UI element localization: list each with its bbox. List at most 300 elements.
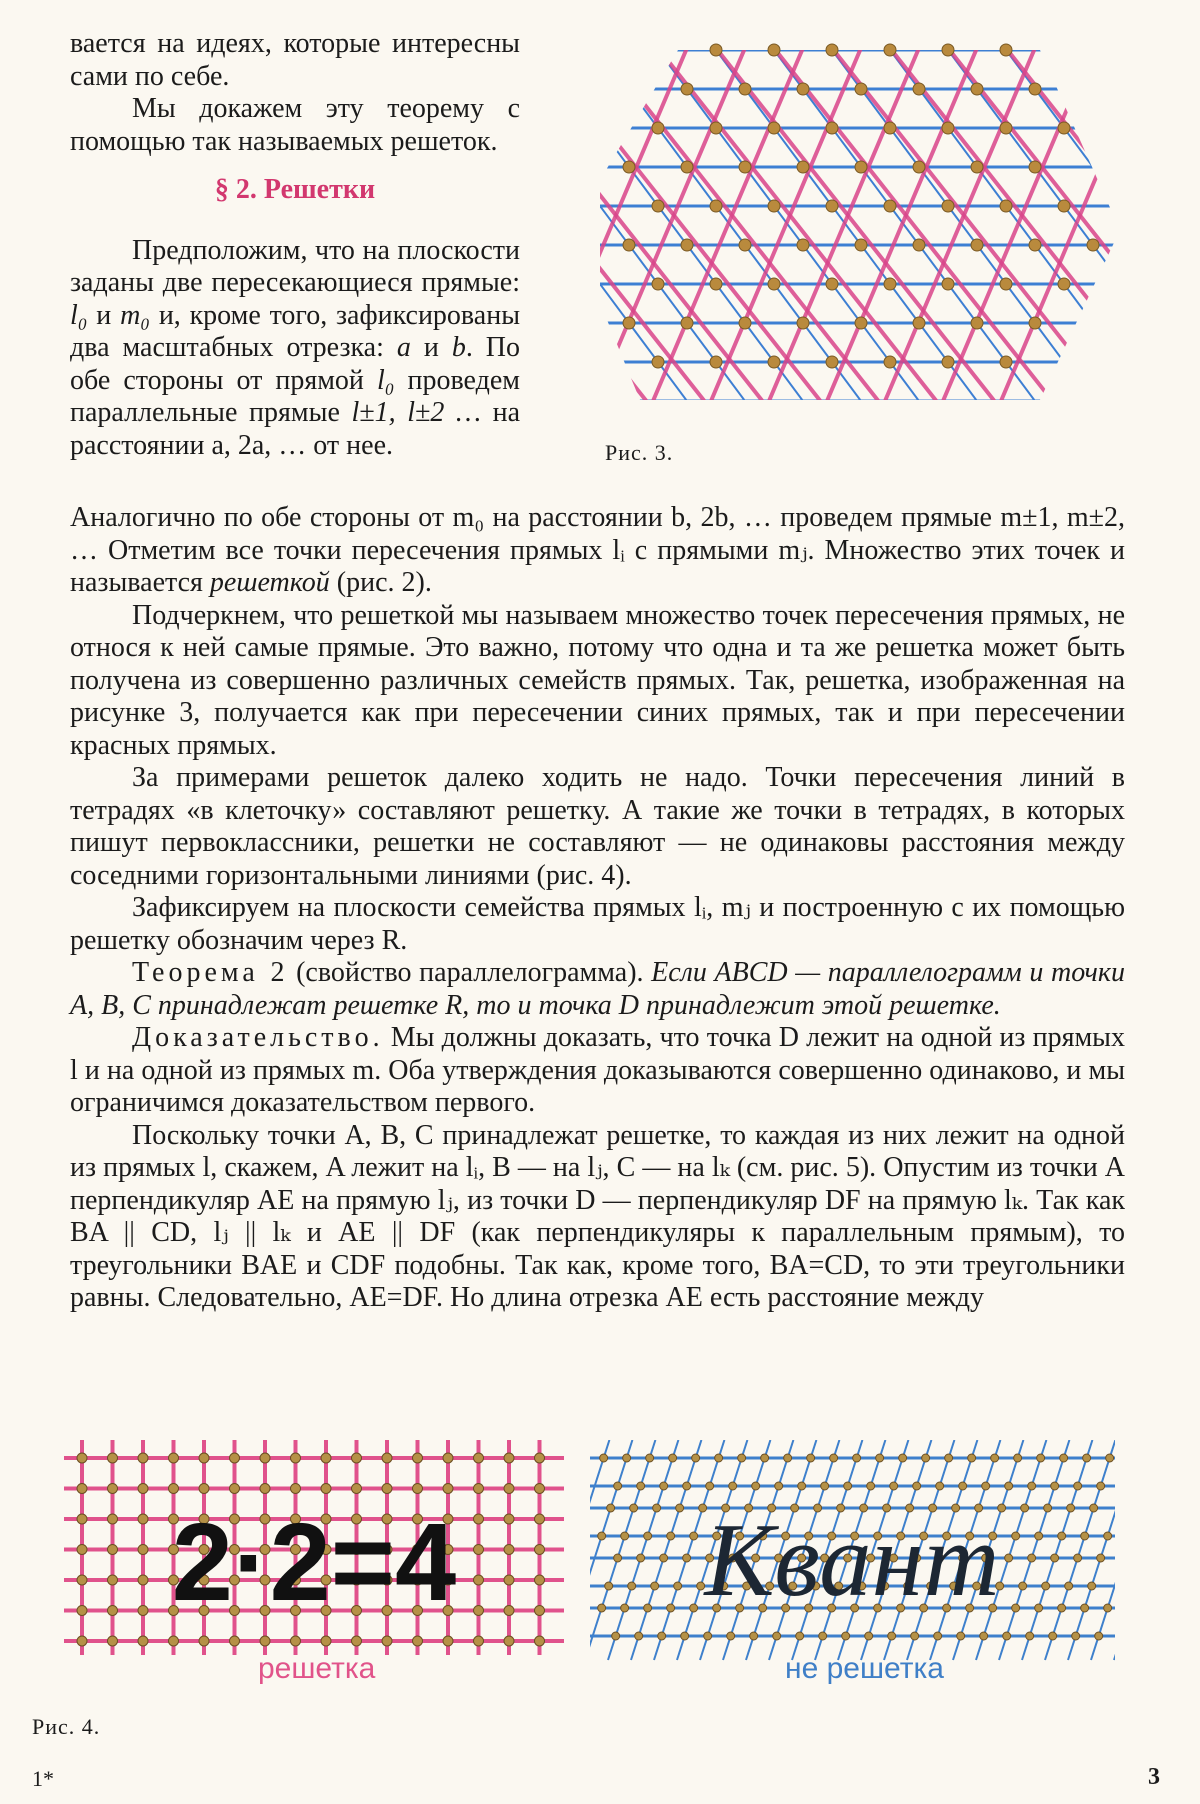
fig4-left-dot [504,1606,514,1616]
fig4-left-dot [291,1636,301,1646]
fig3-red-line [600,48,704,401]
fig4-left-dot [504,1545,514,1555]
proof [70,1022,1125,1120]
fig4-right-dot [614,1554,622,1562]
fig3-dot [652,278,664,290]
fig4-right-dot [888,1632,896,1640]
fig4-right-dot [1003,1632,1011,1640]
fig4-right-text: Квант [704,1501,1000,1618]
fig4-right-dot [681,1632,689,1640]
fig3-red-line [948,48,1120,401]
fig3-red-line [1117,48,1120,401]
fig3-dot [710,122,722,134]
fig3-dot [710,356,722,368]
fig3-dot [1029,83,1041,95]
fig4-left-dot [138,1636,148,1646]
paragraph-4 [70,502,1125,600]
fig4-left-dot [474,1514,484,1524]
fig3-dot [652,122,664,134]
fig3-dot [913,317,925,329]
fig4-right-dot [945,1454,953,1462]
symbol-b: b [451,332,466,363]
term-lattice: решеткой [209,567,330,598]
fig3-dot [826,122,838,134]
fig4-right-dot [844,1482,852,1490]
fig4-left-dot [108,1575,118,1585]
fig4-left-dot [474,1545,484,1555]
fig4-right-dot [1090,1504,1098,1512]
fig4-right-dot [1088,1582,1096,1590]
theorem-2 [70,957,1125,1022]
fig3-dot [971,317,983,329]
paragraph-9: Поскольку точки A, B, C принадлежат решетке, то каждая из них лежит на одной из прямых l, скажем, A лежит на lᵢ, B — на lⱼ, C — на lₖ (см. рис. 5). Опустим из точки A перпендикуляр AE на прямую lⱼ, из точки D — перпендикуляр DF на прямую lₖ. Так как BA || CD, lⱼ || lₖ и AE || DF (как перпендикуляры к параллельным прямым), то треугольники BAE и CDF подобны. Так как, кроме того, BA=CD, то эти треугольники равны. Следовательно, AE=DF. Но длина отрезка AE есть расстояние между [70,1119,1125,1313]
fig4-right-dot [630,1504,638,1512]
fig4-right-dot [658,1632,666,1640]
fig4-right-dot [605,1582,613,1590]
fig4-left-dot [352,1484,362,1494]
fig4-right-dot [612,1632,620,1640]
fig3-dot [652,356,664,368]
signature-mark: 1* [32,1766,54,1791]
fig4-right-dot [1104,1532,1112,1540]
fig4-left-dot [382,1636,392,1646]
symbol-l0-2: l₀ [376,364,395,396]
fig3-dot [884,278,896,290]
fig4-left-dot [138,1575,148,1585]
fig4-right-dot [1097,1482,1105,1490]
fig4-left-dot [77,1484,87,1494]
fig4-left-dot [443,1453,453,1463]
paragraph-1: вается на идеях, которые интересны сами по себе. [70,28,520,92]
fig4-right-dot [644,1532,652,1540]
fig4-right-dot [674,1582,682,1590]
fig4-left-dot [77,1636,87,1646]
fig4-right-dot [607,1504,615,1512]
fig4-right-dot [614,1482,622,1490]
section-heading: § 2. Решетки [214,174,376,205]
fig3-dot [739,317,751,329]
fig4-right-slant [631,1440,701,1660]
fig4-left-dot [108,1606,118,1616]
fig3-dot [768,122,780,134]
fig4-left-dot [108,1545,118,1555]
fig4-right-dot [1005,1482,1013,1490]
fig4-right-dot [738,1454,746,1462]
fig4-left-dot [138,1606,148,1616]
fig4-right-dot [651,1582,659,1590]
fig4-right-dot [1095,1632,1103,1640]
p3-start: Предположим, что на плоскости заданы две пересекающиеся прямые: [70,234,520,298]
fig3-dot [681,317,693,329]
fig3-dot [942,356,954,368]
fig4-left-dot [291,1484,301,1494]
fig4-left-dot [321,1453,331,1463]
fig4-right-dot [1012,1532,1020,1540]
fig4-right-slant [590,1440,609,1660]
fig4-right-dot [1019,1582,1027,1590]
fig4-right-dot [798,1482,806,1490]
symbol-m0: m₀ [120,299,151,331]
fig4-left-dot [382,1453,392,1463]
fig3-dot [913,161,925,173]
fig3-dot [884,44,896,56]
fig4-left-dot [535,1453,545,1463]
fig4-right-dot [1037,1454,1045,1462]
fig3-dot [942,44,954,56]
fig3-dot [797,239,809,251]
fig4-left-dot [413,1636,423,1646]
fig4-right-dot [784,1454,792,1462]
fig4-left-dot [77,1453,87,1463]
fig3-dot [768,44,780,56]
fig3-dot [1058,278,1070,290]
fig4-right-slant [1068,1440,1115,1660]
fig3-dot [1029,317,1041,329]
fig4-right-dot [1060,1454,1068,1462]
fig4-right-dot [1051,1554,1059,1562]
fig4-right-dot [621,1532,629,1540]
fig4-left-dot [321,1636,331,1646]
fig4-right-dot [683,1554,691,1562]
fig4-right-dot [761,1454,769,1462]
fig4-right-dot [980,1632,988,1640]
fig3-dot [768,278,780,290]
fig3-dot [681,161,693,173]
fig3-blue-slant [658,50,919,401]
p3-end: на расстоянии a, 2a, … от нее. [70,397,520,461]
fig4-right-dot [1014,1454,1022,1462]
fig4-right-dot [853,1454,861,1462]
proof-text: Мы должны доказать, что точка D лежит на одной из прямых l и на одной из прямых m. Оба утверждения доказываются совершенно одинаково, и мы ограничимся доказательством первого. [70,1022,1125,1118]
fig4-right-dot [690,1604,698,1612]
fig4-right-dot [890,1482,898,1490]
fig4-right-dot [683,1482,691,1490]
fig3-dot [797,83,809,95]
fig3-blue-lines [600,50,1120,401]
fig3-dot [884,122,896,134]
fig3-dot [1029,161,1041,173]
fig4-right-dot [1021,1504,1029,1512]
fig4-right-dot [1035,1532,1043,1540]
fig4-left-dot [138,1514,148,1524]
fig4-right-dot [715,1454,723,1462]
fig3-dot [826,200,838,212]
fig4-right-dot [957,1632,965,1640]
symbol-l0: l₀ [70,299,88,331]
fig4-right-dot [1106,1454,1114,1462]
paragraph-2: Мы докажем эту теорему с помощью так называемых решеток. [70,93,520,157]
fig3-dot [913,83,925,95]
body-text [70,502,1125,1315]
fig4-right-dot [727,1632,735,1640]
fig4-right-dot [1104,1604,1112,1612]
fig3-dot [1029,239,1041,251]
fig4-right-dot [991,1454,999,1462]
fig4-right-dot [690,1532,698,1540]
fig3-blue-slant [774,50,1035,401]
fig3-dot [942,122,954,134]
p3-mid2: . По обе стороны от прямой [70,332,521,396]
page-number: 3 [1148,1764,1160,1790]
fig4-left-dot [260,1484,270,1494]
fig4-right-dot [692,1454,700,1462]
fig4-left-dot [535,1575,545,1585]
fig4-right-dot [968,1454,976,1462]
figure-3-lattice [600,30,1120,420]
fig4-right-dot [899,1454,907,1462]
fig4-right-dot [1067,1504,1075,1512]
fig4-left-dot [535,1606,545,1616]
paragraph-3: Предположим, что на плоскости заданы две пересекающиеся прямые: l₀ и m₀ и, кроме того, зафиксированы два масштабных отрезка: a и b. По обе стороны от прямой l₀ проведем параллельные прямые l±1, l±2 … на расстоянии a, 2a, … от нее. [70,234,521,461]
fig4-right-dot [775,1482,783,1490]
fig3-red-lines [600,48,1120,401]
fig3-dot [971,161,983,173]
fig3-red-line [943,48,1093,401]
fig4-left-dot [504,1514,514,1524]
fig3-dot [1058,200,1070,212]
fig4-left-dot [291,1453,301,1463]
figure-4-not-lattice [590,1440,1115,1665]
paragraph-6: За примерами решеток далеко ходить не надо. Точки пересечения линий в тетрадях «в клеточку» составляют решетку. А такие же точки в тетрадях, в которых пишут первоклассники, решетки не составляют — не одинаковы расстояния между соседними горизонтальными линиями (рис. 4). [70,762,1125,891]
fig3-dot [855,239,867,251]
fig4-left-text: 2·2=4 [171,1501,457,1624]
fig4-right-dot [669,1454,677,1462]
fig4-left-dot [535,1545,545,1555]
fig4-left-dot [169,1453,179,1463]
fig4-right-dot [635,1632,643,1640]
fig4-left-dot [169,1484,179,1494]
fig4-right-dot [913,1482,921,1490]
fig4-left-dot [108,1484,118,1494]
fig3-dot [1087,239,1099,251]
fig3-dot [681,239,693,251]
fig3-dot [942,278,954,290]
fig3-dot [739,161,751,173]
fig4-left-dot [413,1453,423,1463]
fig4-right-dot [660,1482,668,1490]
fig4-left-dot [443,1636,453,1646]
figure-4-caption: Рис. 4. [32,1714,101,1739]
fig3-dot [652,200,664,212]
p4-text: Аналогично по обе стороны от m₀ на расстоянии b, 2b, … проведем прямые m±1, m±2, … Отметим все точки пересечения прямых lᵢ с прямыми mⱼ. Множество этих точек и называется [70,502,1125,598]
fig4-right-dot [644,1604,652,1612]
fig4-left-dot [77,1545,87,1555]
word-and: и [96,299,112,331]
fig4-right-dot [1074,1554,1082,1562]
fig4-left-dot [474,1575,484,1585]
fig4-right-slant [1022,1440,1092,1660]
fig3-dot [942,200,954,212]
paragraph-5: Подчеркнем, что решеткой мы называем множество точек пересечения прямых, не относя к ней самые прямые. Это важно, потому что одна и та же решетка может быть получена из совершенно различных семейств прямых. Так, решетка, изображенная на рисунке 3, получается как при пересечении синих прямых, так и при пересечении красных прямых. [70,599,1125,761]
fig4-right-dot [922,1454,930,1462]
fig4-right-dot [959,1482,967,1490]
fig4-right-dot [1012,1604,1020,1612]
fig4-left-dot [138,1453,148,1463]
fig3-blue-slant [600,50,861,401]
fig4-right-dot [1058,1532,1066,1540]
fig3-dot [710,44,722,56]
fig4-right-dot [842,1632,850,1640]
fig4-right-dot [623,1454,631,1462]
theorem-title: (свойство параллелограмма). [296,957,644,988]
fig3-dot [884,356,896,368]
fig3-dot [681,83,693,95]
fig3-dot [826,278,838,290]
fig3-dot [710,278,722,290]
fig4-right-dot [867,1482,875,1490]
fig3-dot [826,44,838,56]
fig4-right-dot [1035,1604,1043,1612]
fig3-dot [826,356,838,368]
fig4-left-dot [504,1636,514,1646]
fig4-right-dot [1042,1582,1050,1590]
fig3-dot [623,161,635,173]
fig4-right-dot [821,1482,829,1490]
fig4-right-slant [1045,1440,1115,1660]
fig4-left-dot [108,1514,118,1524]
fig4-right-dot [876,1454,884,1462]
fig4-right-dot [1097,1554,1105,1562]
fig4-right-dot [982,1482,990,1490]
fig4-right-dot [936,1482,944,1490]
fig4-right-dot [598,1604,606,1612]
fig3-dot [1000,278,1012,290]
fig4-left-dot [230,1453,240,1463]
fig4-right-dot [750,1632,758,1640]
fig4-right-dot [807,1454,815,1462]
fig3-dot [739,83,751,95]
symbol-a: a [396,332,411,363]
fig4-left-dot [199,1453,209,1463]
fig4-left-dot [413,1484,423,1494]
fig4-right-dot [1028,1554,1036,1562]
fig4-left-dot [474,1606,484,1616]
fig4-left-dot [504,1484,514,1494]
fig4-right-dot [1049,1632,1057,1640]
proof-label: Доказательство. [132,1022,384,1053]
label-not-lattice: не решетка [785,1652,944,1685]
fig4-left-dot [108,1636,118,1646]
fig3-dot [739,239,751,251]
fig4-left-dot [77,1606,87,1616]
fig4-left-dot [199,1636,209,1646]
fig4-right-dot [1081,1532,1089,1540]
fig4-right-dot [830,1454,838,1462]
fig4-left-dot [169,1636,179,1646]
fig4-right-dot [704,1632,712,1640]
fig4-right-dot [1074,1482,1082,1490]
fig4-right-dot [706,1482,714,1490]
fig3-dot [1000,200,1012,212]
figure-4-lattice [64,1440,564,1660]
fig4-right-dot [637,1482,645,1490]
fig3-dot [768,200,780,212]
fig3-dot [855,161,867,173]
fig3-red-line [1064,48,1120,401]
fig4-right-slant [1114,1440,1115,1660]
theorem-text: Если ABCD — параллелограмм и точки A, B, C принадлежат решетке R, то и точка D принадлежит этой решетке. [70,957,1125,1021]
fig4-left-dot [535,1514,545,1524]
p3-mid3: проведем параллельные прямые [70,364,520,428]
fig4-right-dot [1081,1604,1089,1612]
fig3-dot [971,83,983,95]
fig3-dot [971,239,983,251]
fig4-right-dot [628,1582,636,1590]
fig4-left-dot [535,1636,545,1646]
fig3-red-line [832,48,1110,401]
fig4-left-dot [382,1484,392,1494]
fig3-dot [913,239,925,251]
fig3-dot [855,317,867,329]
fig4-right-dot [865,1632,873,1640]
fig4-left-dot [535,1484,545,1494]
fig4-right-slant [608,1440,678,1660]
paragraph-7: Зафиксируем на плоскости семейства прямых lᵢ, mⱼ и построенную с их помощью решетку обозначим через R. [70,892,1125,956]
fig3-dot [855,83,867,95]
fig4-right-dot [773,1632,781,1640]
fig4-right-dot [598,1532,606,1540]
fig4-left-dot [474,1636,484,1646]
fig4-left-dot [230,1484,240,1494]
fig4-left-dot [199,1484,209,1494]
fig4-left-dot [77,1514,87,1524]
fig4-right-dot [819,1632,827,1640]
label-lattice: решетка [258,1652,376,1685]
fig3-dot [797,317,809,329]
fig3-dot [623,317,635,329]
fig4-right-dot [1028,1482,1036,1490]
fig4-right-dot [1005,1554,1013,1562]
fig3-dot [1058,122,1070,134]
p4-end: (рис. 2). [336,567,432,598]
fig3-dot [1000,122,1012,134]
fig4-left-dot [504,1575,514,1585]
fig4-right-dot [1026,1632,1034,1640]
fig4-left-dot [474,1453,484,1463]
fig3-dot [623,239,635,251]
fig4-left-dot [260,1453,270,1463]
fig4-left-dot [138,1484,148,1494]
symbol-l-pm: l±1, l±2 … [351,397,481,428]
fig4-right-dot [752,1482,760,1490]
fig4-right-dot [621,1604,629,1612]
fig4-right-dot [1051,1482,1059,1490]
fig4-right-dot [934,1632,942,1640]
fig3-dot [1000,356,1012,368]
fig4-right-dot [667,1604,675,1612]
fig3-blue-slant [832,50,1093,401]
fig4-left-dot [443,1484,453,1494]
fig4-left-dot [230,1636,240,1646]
p3-mid: и, кроме того, зафиксированы два масштабных отрезка: [70,299,521,363]
fig4-right-dot [697,1582,705,1590]
fig3-dot [710,200,722,212]
fig4-left-dot [352,1453,362,1463]
fig3-dot [884,200,896,212]
fig4-right-dot [667,1532,675,1540]
fig3-dot [768,356,780,368]
fig4-right-dot [637,1554,645,1562]
top-left-column [70,28,520,462]
fig4-right-dot [796,1632,804,1640]
fig4-right-dot [1072,1632,1080,1640]
fig3-blue-slant [716,50,977,401]
figure-3-caption: Рис. 3. [605,440,674,465]
fig4-right-dot [600,1454,608,1462]
fig4-right-dot [911,1632,919,1640]
fig4-left-dot [260,1636,270,1646]
fig4-right-dot [1058,1604,1066,1612]
